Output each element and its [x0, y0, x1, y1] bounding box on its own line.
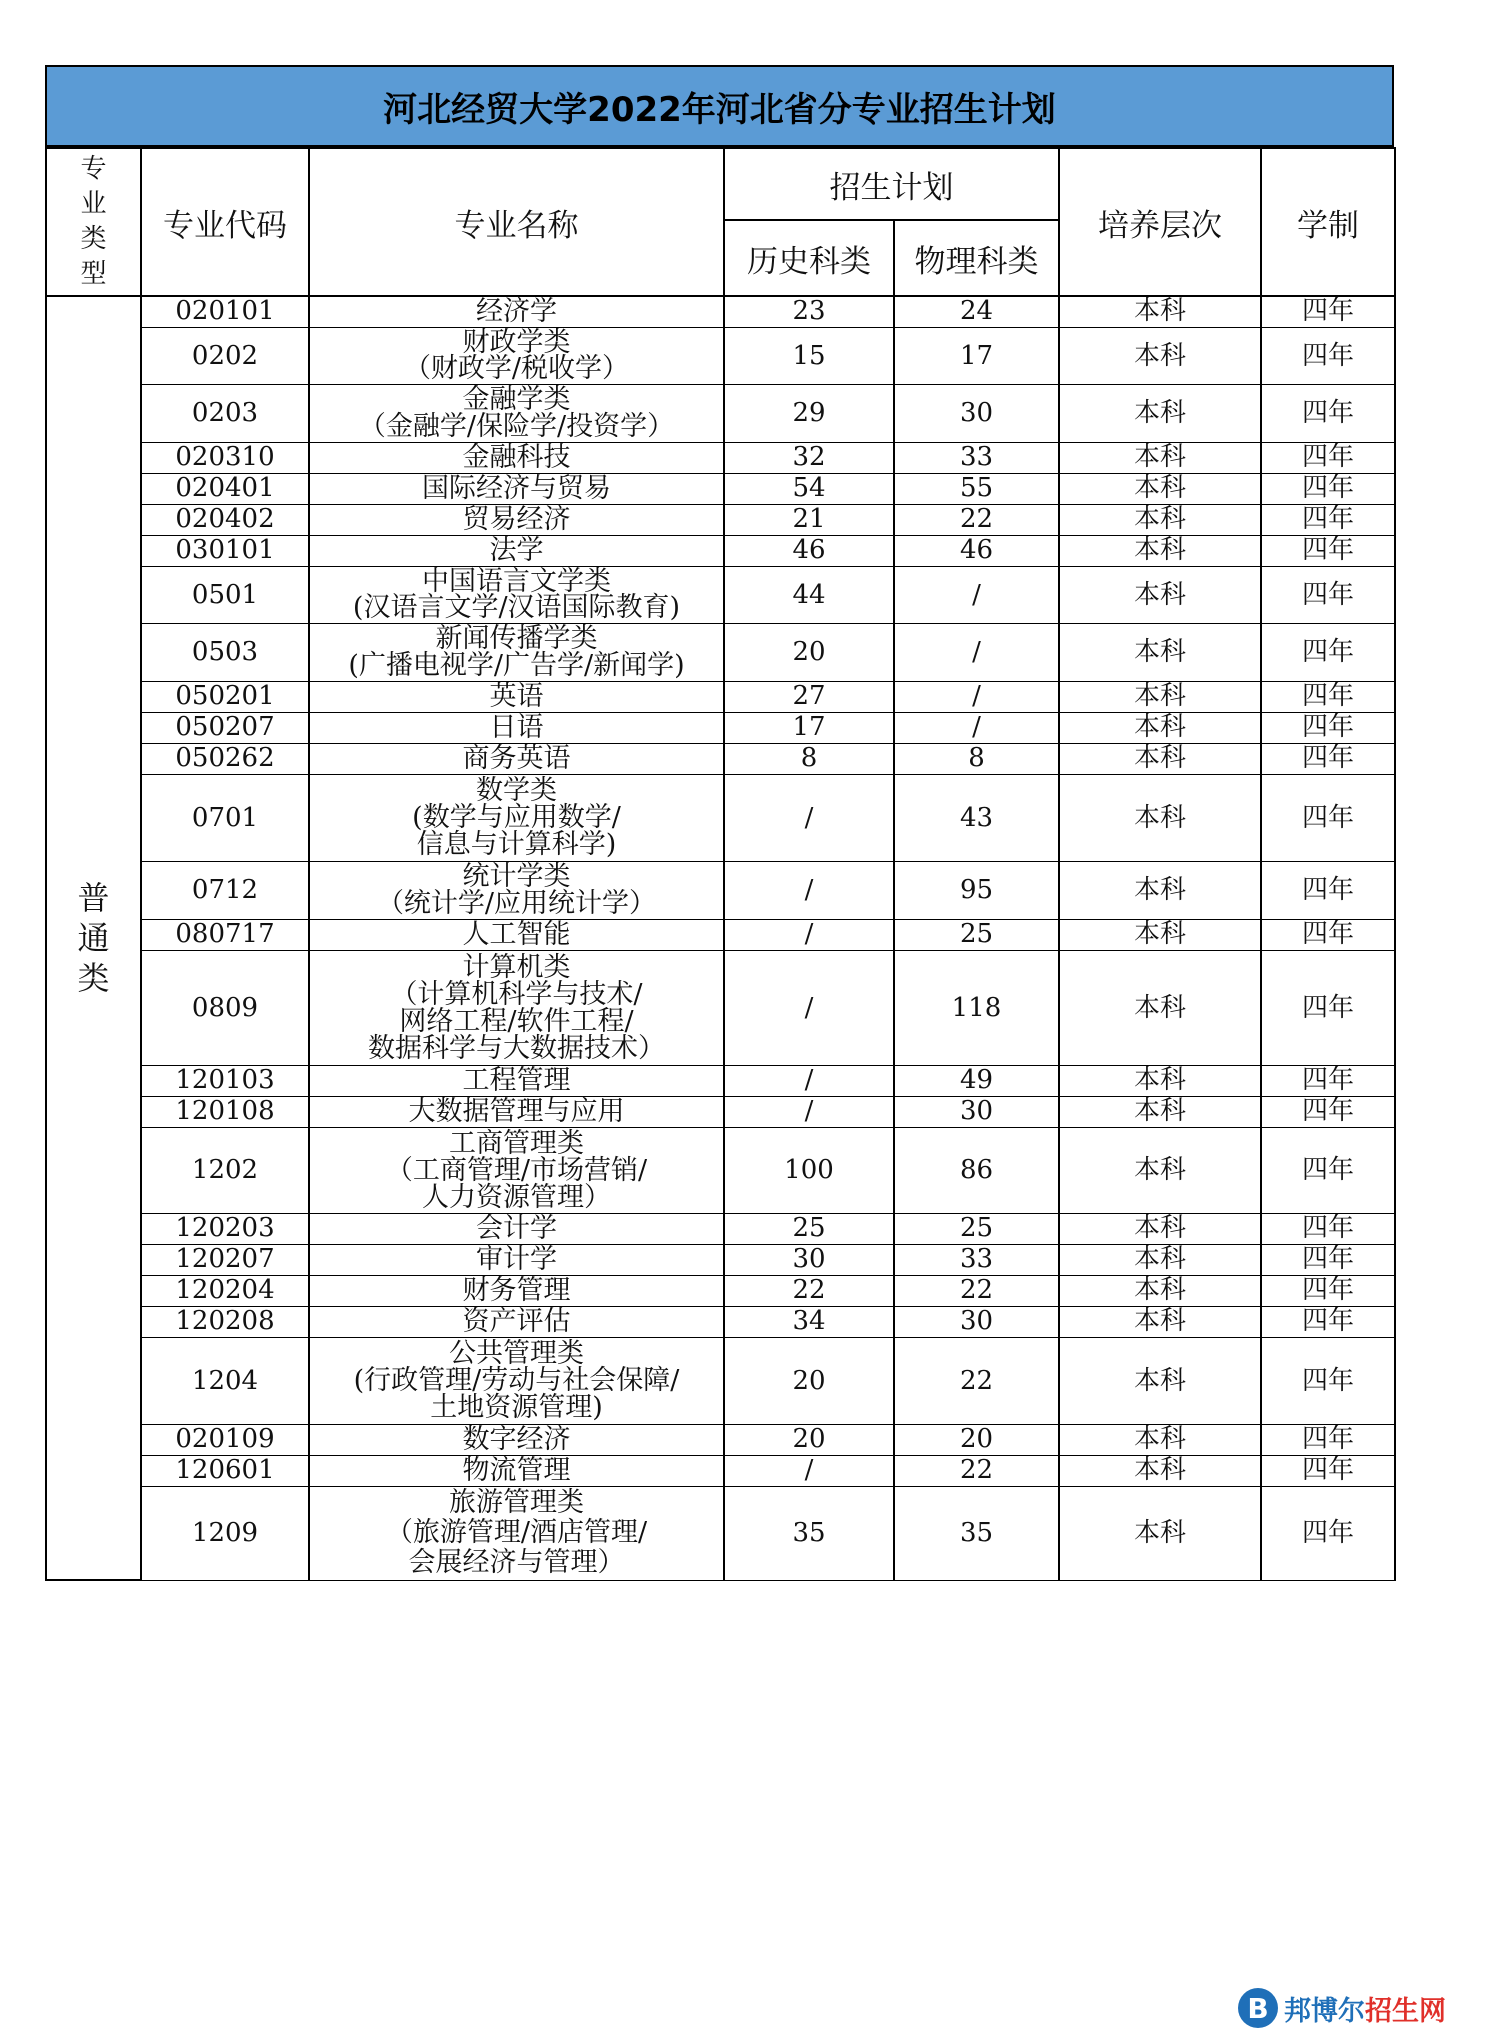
table-row — [46, 681, 1395, 712]
code-cell: 0809 — [141, 950, 309, 1065]
years-cell: 四年 — [1261, 743, 1395, 774]
history-cell: 29 — [724, 384, 894, 442]
name-line: 大数据管理与应用 — [408, 1096, 625, 1127]
name-line: （财政学/税收学） — [403, 352, 630, 384]
years-cell: 四年 — [1261, 623, 1395, 681]
physics-cell: 95 — [894, 861, 1059, 919]
level-cell: 本科 — [1059, 774, 1261, 861]
level-cell: 本科 — [1059, 1337, 1261, 1424]
code-cell: 120103 — [141, 1065, 309, 1096]
level-cell: 本科 — [1059, 1065, 1261, 1096]
table-row — [46, 384, 1395, 442]
history-cell: / — [724, 861, 894, 919]
table-row — [46, 442, 1395, 473]
years-cell: 四年 — [1261, 296, 1395, 327]
table-row — [46, 1337, 1395, 1424]
history-cell: 20 — [724, 623, 894, 681]
code-cell: 120203 — [141, 1213, 309, 1244]
table-row — [46, 504, 1395, 535]
history-cell: 46 — [724, 535, 894, 566]
level-cell: 本科 — [1059, 504, 1261, 535]
level-cell: 本科 — [1059, 384, 1261, 442]
level-cell: 本科 — [1059, 1424, 1261, 1455]
header-name: 专业名称 — [309, 148, 724, 296]
logo-mark-icon: B — [1238, 1988, 1278, 2028]
years-cell: 四年 — [1261, 1424, 1395, 1455]
history-cell: 30 — [724, 1244, 894, 1275]
name-cell — [309, 1337, 724, 1424]
name-line: 金融科技 — [462, 442, 571, 473]
table-row — [46, 535, 1395, 566]
history-cell: / — [724, 1065, 894, 1096]
table-row — [46, 1486, 1395, 1580]
table-row — [46, 1455, 1395, 1486]
table-row — [46, 1096, 1395, 1127]
table-row — [46, 919, 1395, 950]
name-line: 信息与计算科学) — [416, 829, 617, 860]
years-cell: 四年 — [1261, 566, 1395, 623]
table-row — [46, 327, 1395, 384]
table-row — [46, 1065, 1395, 1096]
name-line: 财政学类 — [462, 326, 571, 358]
code-cell: 020310 — [141, 442, 309, 473]
name-cell — [309, 950, 724, 1065]
level-cell: 本科 — [1059, 442, 1261, 473]
history-cell: 17 — [724, 712, 894, 743]
physics-cell: / — [894, 566, 1059, 623]
level-cell: 本科 — [1059, 473, 1261, 504]
name-line: 日语 — [489, 712, 544, 743]
years-cell: 四年 — [1261, 712, 1395, 743]
physics-cell: 30 — [894, 1306, 1059, 1337]
code-cell: 050262 — [141, 743, 309, 774]
name-line: 网络工程/软件工程/ — [399, 1005, 634, 1037]
history-cell: 27 — [724, 681, 894, 712]
physics-cell: 8 — [894, 743, 1059, 774]
years-cell: 四年 — [1261, 1486, 1395, 1580]
table-row — [46, 1275, 1395, 1306]
years-cell: 四年 — [1261, 774, 1395, 861]
code-cell: 020109 — [141, 1424, 309, 1455]
name-cell — [309, 535, 724, 566]
physics-cell: 30 — [894, 384, 1059, 442]
name-cell — [309, 1213, 724, 1244]
name-cell — [309, 1065, 724, 1096]
name-line: 审计学 — [476, 1244, 557, 1275]
table-row — [46, 566, 1395, 623]
level-cell: 本科 — [1059, 1306, 1261, 1337]
table-row — [46, 1127, 1395, 1213]
name-line: 旅游管理类 — [449, 1487, 584, 1518]
name-cell — [309, 566, 724, 623]
history-cell: 8 — [724, 743, 894, 774]
level-cell: 本科 — [1059, 681, 1261, 712]
code-cell: 120204 — [141, 1275, 309, 1306]
level-cell: 本科 — [1059, 712, 1261, 743]
physics-cell: 22 — [894, 1275, 1059, 1306]
plan-sheet — [45, 65, 1394, 1581]
level-cell: 本科 — [1059, 1455, 1261, 1486]
site-logo — [1238, 1986, 1446, 2030]
physics-cell: 118 — [894, 950, 1059, 1065]
name-cell — [309, 473, 724, 504]
history-cell: / — [724, 774, 894, 861]
code-cell: 020402 — [141, 504, 309, 535]
history-cell: 15 — [724, 327, 894, 384]
level-cell: 本科 — [1059, 1096, 1261, 1127]
physics-cell: 35 — [894, 1486, 1059, 1580]
physics-cell: 86 — [894, 1127, 1059, 1213]
code-cell: 1202 — [141, 1127, 309, 1213]
category-cell: 普 通 类 — [46, 296, 141, 1580]
physics-cell: / — [894, 681, 1059, 712]
code-cell: 050201 — [141, 681, 309, 712]
name-cell — [309, 1275, 724, 1306]
history-cell: 21 — [724, 504, 894, 535]
years-cell: 四年 — [1261, 919, 1395, 950]
name-line: 人工智能 — [462, 919, 571, 950]
name-line: 资产评估 — [462, 1306, 571, 1337]
years-cell: 四年 — [1261, 1337, 1395, 1424]
name-cell — [309, 296, 724, 327]
name-cell — [309, 327, 724, 384]
physics-cell: 17 — [894, 327, 1059, 384]
header-type-label: 专 业 类 型 — [80, 154, 107, 289]
code-cell: 0503 — [141, 623, 309, 681]
code-cell: 1204 — [141, 1337, 309, 1424]
years-cell: 四年 — [1261, 442, 1395, 473]
years-cell: 四年 — [1261, 1127, 1395, 1213]
code-cell: 050207 — [141, 712, 309, 743]
name-line: 新闻传播学类 — [435, 623, 598, 654]
name-line: 商务英语 — [462, 743, 571, 774]
years-cell: 四年 — [1261, 861, 1395, 919]
history-cell: 34 — [724, 1306, 894, 1337]
years-cell: 四年 — [1261, 1306, 1395, 1337]
physics-cell: 46 — [894, 535, 1059, 566]
physics-cell: 49 — [894, 1065, 1059, 1096]
name-cell — [309, 1455, 724, 1486]
name-line: (行政管理/劳动与社会保障/ — [353, 1365, 680, 1396]
name-cell — [309, 1306, 724, 1337]
level-cell: 本科 — [1059, 919, 1261, 950]
years-cell: 四年 — [1261, 1275, 1395, 1306]
physics-cell: 55 — [894, 473, 1059, 504]
name-line: 金融学类 — [462, 384, 571, 415]
code-cell: 1209 — [141, 1486, 309, 1580]
name-line: （金融学/保险学/投资学） — [358, 411, 675, 442]
table-row — [46, 1213, 1395, 1244]
header-years: 学制 — [1261, 148, 1395, 296]
level-cell: 本科 — [1059, 327, 1261, 384]
name-line: (数学与应用数学/ — [412, 802, 621, 833]
name-cell — [309, 743, 724, 774]
header-type — [46, 148, 141, 296]
years-cell: 四年 — [1261, 950, 1395, 1065]
years-cell: 四年 — [1261, 681, 1395, 712]
years-cell: 四年 — [1261, 1065, 1395, 1096]
name-line: （计算机科学与技术/ — [390, 978, 643, 1010]
name-line: 会展经济与管理） — [408, 1547, 625, 1578]
name-line: (汉语言文学/汉语国际教育) — [352, 591, 681, 623]
logo-brand: 邦博尔 — [1284, 1995, 1365, 2027]
code-cell: 120208 — [141, 1306, 309, 1337]
level-cell: 本科 — [1059, 861, 1261, 919]
name-cell — [309, 1096, 724, 1127]
history-cell: 23 — [724, 296, 894, 327]
physics-cell: 22 — [894, 1337, 1059, 1424]
level-cell: 本科 — [1059, 1244, 1261, 1275]
name-cell — [309, 1127, 724, 1213]
level-cell: 本科 — [1059, 743, 1261, 774]
code-cell: 0712 — [141, 861, 309, 919]
table-row — [46, 743, 1395, 774]
years-cell: 四年 — [1261, 1455, 1395, 1486]
table-row — [46, 950, 1395, 1065]
code-cell: 020101 — [141, 296, 309, 327]
physics-cell: 33 — [894, 442, 1059, 473]
name-cell — [309, 1486, 724, 1580]
name-line: (广播电视学/广告学/新闻学) — [348, 650, 685, 681]
code-cell: 020401 — [141, 473, 309, 504]
table-row — [46, 623, 1395, 681]
table-row — [46, 1244, 1395, 1275]
level-cell: 本科 — [1059, 566, 1261, 623]
history-cell: / — [724, 1455, 894, 1486]
physics-cell: 25 — [894, 1213, 1059, 1244]
name-cell — [309, 623, 724, 681]
level-cell: 本科 — [1059, 1486, 1261, 1580]
years-cell: 四年 — [1261, 535, 1395, 566]
enrollment-table — [45, 147, 1396, 1581]
name-line: 英语 — [489, 681, 544, 712]
name-line: 人力资源管理） — [422, 1181, 611, 1213]
name-cell — [309, 442, 724, 473]
code-cell: 030101 — [141, 535, 309, 566]
code-cell: 120207 — [141, 1244, 309, 1275]
name-line: 经济学 — [476, 296, 557, 328]
physics-cell: / — [894, 712, 1059, 743]
name-cell — [309, 1424, 724, 1455]
name-line: （旅游管理/酒店管理/ — [385, 1517, 648, 1548]
name-line: 工商管理类 — [449, 1127, 584, 1159]
level-cell: 本科 — [1059, 623, 1261, 681]
header-code: 专业代码 — [141, 148, 309, 296]
code-cell: 080717 — [141, 919, 309, 950]
code-cell: 0203 — [141, 384, 309, 442]
table-row — [46, 861, 1395, 919]
physics-cell: 20 — [894, 1424, 1059, 1455]
physics-cell: 33 — [894, 1244, 1059, 1275]
header-history: 历史科类 — [724, 220, 894, 296]
history-cell: 54 — [724, 473, 894, 504]
name-line: 数字经济 — [462, 1424, 571, 1455]
name-line: （统计学/应用统计学） — [376, 888, 657, 919]
name-line: 物流管理 — [462, 1455, 571, 1486]
level-cell: 本科 — [1059, 1275, 1261, 1306]
table-row — [46, 712, 1395, 743]
name-line: 法学 — [489, 535, 544, 566]
code-cell: 0501 — [141, 566, 309, 623]
table-row — [46, 774, 1395, 861]
years-cell: 四年 — [1261, 1244, 1395, 1275]
history-cell: 32 — [724, 442, 894, 473]
name-line: 统计学类 — [462, 861, 571, 892]
code-cell: 120601 — [141, 1455, 309, 1486]
table-row — [46, 473, 1395, 504]
name-cell — [309, 384, 724, 442]
name-line: 数学类 — [476, 775, 557, 806]
years-cell: 四年 — [1261, 1096, 1395, 1127]
history-cell: / — [724, 1096, 894, 1127]
level-cell: 本科 — [1059, 1213, 1261, 1244]
header-plan: 招生计划 — [724, 148, 1059, 220]
logo-suffix: 招生网 — [1365, 1995, 1446, 2027]
name-line: 公共管理类 — [449, 1338, 584, 1369]
name-line: 财务管理 — [462, 1275, 571, 1306]
physics-cell: 24 — [894, 296, 1059, 327]
years-cell: 四年 — [1261, 473, 1395, 504]
table-row — [46, 296, 1395, 327]
name-line: 贸易经济 — [462, 504, 571, 535]
name-cell — [309, 1244, 724, 1275]
code-cell: 0202 — [141, 327, 309, 384]
physics-cell: 25 — [894, 919, 1059, 950]
code-cell: 120108 — [141, 1096, 309, 1127]
table-body — [46, 296, 1395, 1580]
name-cell — [309, 774, 724, 861]
name-cell — [309, 504, 724, 535]
physics-cell: / — [894, 623, 1059, 681]
name-line: 计算机类 — [462, 951, 571, 983]
code-cell: 0701 — [141, 774, 309, 861]
table-row — [46, 1306, 1395, 1337]
physics-cell: 22 — [894, 1455, 1059, 1486]
history-cell: 20 — [724, 1424, 894, 1455]
history-cell: / — [724, 950, 894, 1065]
years-cell: 四年 — [1261, 504, 1395, 535]
header-level: 培养层次 — [1059, 148, 1261, 296]
name-cell — [309, 712, 724, 743]
history-cell: 20 — [724, 1337, 894, 1424]
history-cell: 22 — [724, 1275, 894, 1306]
name-line: 会计学 — [476, 1213, 557, 1244]
history-cell: 100 — [724, 1127, 894, 1213]
physics-cell: 22 — [894, 504, 1059, 535]
level-cell: 本科 — [1059, 535, 1261, 566]
history-cell: 35 — [724, 1486, 894, 1580]
page-title: 河北经贸大学2022年河北省分专业招生计划 — [45, 65, 1394, 147]
history-cell: 25 — [724, 1213, 894, 1244]
name-cell — [309, 861, 724, 919]
years-cell: 四年 — [1261, 327, 1395, 384]
years-cell: 四年 — [1261, 1213, 1395, 1244]
name-line: 土地资源管理) — [430, 1392, 603, 1423]
header-physics: 物理科类 — [894, 220, 1059, 296]
history-cell: 44 — [724, 566, 894, 623]
years-cell: 四年 — [1261, 384, 1395, 442]
level-cell: 本科 — [1059, 296, 1261, 327]
name-cell — [309, 681, 724, 712]
name-line: （工商管理/市场营销/ — [385, 1154, 648, 1186]
name-line: 国际经济与贸易 — [422, 473, 611, 504]
name-cell — [309, 919, 724, 950]
physics-cell: 30 — [894, 1096, 1059, 1127]
level-cell: 本科 — [1059, 950, 1261, 1065]
physics-cell: 43 — [894, 774, 1059, 861]
level-cell: 本科 — [1059, 1127, 1261, 1213]
history-cell: / — [724, 919, 894, 950]
name-line: 工程管理 — [462, 1065, 571, 1096]
name-line: 中国语言文学类 — [422, 565, 611, 597]
name-line: 数据科学与大数据技术） — [368, 1032, 665, 1064]
table-row — [46, 1424, 1395, 1455]
